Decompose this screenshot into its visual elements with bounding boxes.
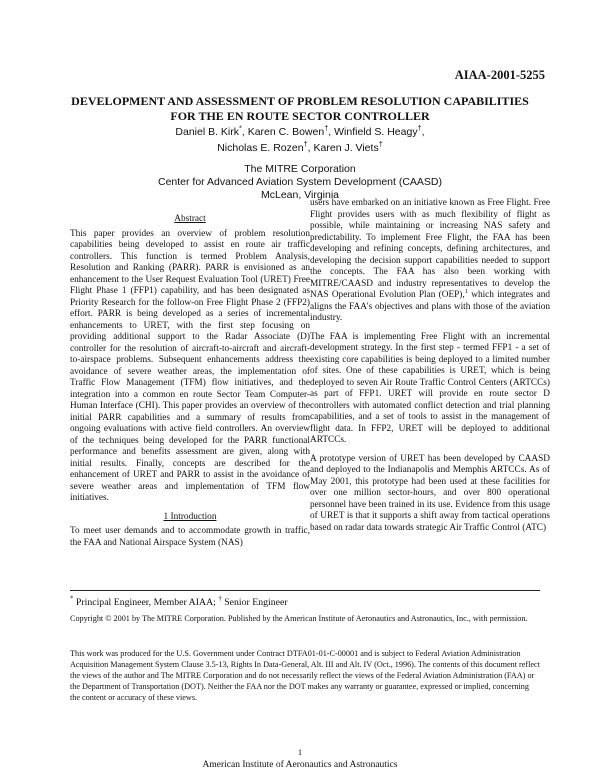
reference-mark: 1 <box>464 287 468 295</box>
abstract-text: This paper provides an overview of problem resolution capabilities being developed to assist en route air traffic controllers. This function is termed Problem Analysis, Resolution and Ranking (PARR). PARR is envisioned as an enhancement to the User Request Evaluation Tool (URET) Free Flight Phase 1 (FFP1) capability, and has been designated as Priority Research for the follow-on Free Flight Phase 2 (FFP2) effort. PARR is being developed as a series of incremental enhancements to URET, with the first step focusing on providing additional support to the Radar Associate (D) controller for the resolution of aircraft-to-aircraft and aircraft-to-airspace problems. Subsequent enhancements address the avoidance of severe weather areas, the implementation of Traffic Flow Management (TFM) flow initiatives, and the integration into a common en route Sector Team Computer-Human Interface (CHI). This paper provides an overview of the initial PARR capabilities and a summary of results from ongoing evaluations with active field controllers. An overview of the techniques being developed for the PARR functional performance and benefits assessment are given, along with initial results. Finally, concepts are described for the enhancement of URET and PARR to assist in the avoidance of severe weather areas and implementation of TFM flow initiatives. <box>70 228 310 503</box>
author-line-1: Daniel B. Kirk*, Karen C. Bowen†, Winfield S. Heagy†, <box>175 123 425 138</box>
affiliation-block <box>60 163 540 202</box>
author-line-2: Nicholas E. Rozen†, Karen J. Viets† <box>217 139 383 154</box>
author-list <box>60 124 540 156</box>
footnotes <box>70 597 288 608</box>
page-number: 1 <box>297 747 303 757</box>
footnote-text: Principal Engineer, Member AIAA; <box>75 597 216 608</box>
footnote-divider <box>70 590 540 591</box>
author-mark: † <box>324 123 329 133</box>
author-name: Winfield S. Heagy <box>334 126 418 138</box>
footer-organization: American Institute of Aeronautics and Astronautics <box>202 760 398 770</box>
author-mark: † <box>303 139 308 149</box>
body-paragraph: The FAA is implementing Free Flight with an incremental development strategy. In the first step - termed FFP1 - a set of existing core capabilities is being deployed to a limited number of sites. One of these capabilities is URET, which is being deployed to seven Air Route Traffic Control Centers (ARTCCs) as part of FFP1. URET will provide en route sector D controllers with automated conflict detection and trial planning capabilities, and a set of tools to assist in the management of flight data. In FFP2, URET will be deployed to additional ARTCCs. <box>310 331 550 445</box>
author-mark: † <box>417 123 422 133</box>
affiliation-org: The MITRE Corporation <box>244 163 356 175</box>
abstract-heading: Abstract <box>174 214 206 224</box>
introduction-heading: 1 Introduction <box>163 511 217 522</box>
author-name: Karen C. Bowen <box>247 126 325 138</box>
author-mark: * <box>239 123 242 133</box>
footnote-text: Senior Engineer <box>224 597 288 608</box>
title-line-1: DEVELOPMENT AND ASSESSMENT OF PROBLEM RESOLUTION CAPABILITIES <box>71 94 529 108</box>
report-number: AIAA-2001-5255 <box>454 68 545 82</box>
affiliation-center: Center for Advanced Aviation System Development (CAASD) <box>157 176 443 188</box>
author-mark: † <box>378 139 383 149</box>
footnote-mark: † <box>218 595 222 603</box>
left-column <box>70 214 310 556</box>
paper-title <box>60 94 540 124</box>
disclaimer-notice: This work was produced for the U.S. Government under Contract DTFA01-01-C-00001 and is subject to Federal Aviation Administration Acquisition Management System Clause 3.5-13, Rights In Data-General, Alt. III and Alt. IV (Oct., 1996). The contents of this document reflect the views of the author and The MITRE Corporation and do not necessarily reflect the views of the Federal Aviation Administration (FAA) or the Department of Transportation (DOT). Neither the FAA nor the DOT makes any warranty or guarantee, expressed or implied, concerning the content or accuracy of these views. <box>70 649 540 702</box>
body-paragraph: A prototype version of URET has been developed by CAASD and deployed to the Indianapolis and Memphis ARTCCs. As of May 2001, this prototype had been used at these facilities for over one million sector-hours, and over 800 operational personnel have been trained in its use. Evidence from this usage of URET is that it supports a shift away from tactical operations based on radar data towards strategic Air Traffic Control (ATC) <box>310 453 550 533</box>
right-column <box>310 198 550 541</box>
footnote-mark: * <box>70 595 74 603</box>
affiliation-location: McLean, Virginia <box>260 189 340 201</box>
introduction-text: To meet user demands and to accommodate growth in traffic, the FAA and National Airspace System (NAS) <box>70 526 310 548</box>
author-name: Karen J. Viets <box>313 142 379 154</box>
author-name: Nicholas E. Rozen <box>217 142 304 154</box>
title-line-2: FOR THE EN ROUTE SECTOR CONTROLLER <box>170 109 430 123</box>
copyright-notice: Copyright © 2001 by The MITRE Corporation. Published by the American Institute of Aeronautics and Astronautics, Inc., with permission. <box>70 614 528 623</box>
body-paragraph: users have embarked on an initiative known as Free Flight. Free Flight provides users with as much flexibility of flight as possible, while maintaining or increasing NAS safety and predictability. To implement Free Flight, the FAA has been developing and refining concepts, defining architectures, and developing the decision support capabilities needed to support the concepts. The FAA has also been working with MITRE/CAASD and industry representatives to develop the NAS Operational Evolution Plan (OEP),$^1$ which integrates and aligns the FAA's objectives and plans with those of the aviation industry. <box>310 198 550 323</box>
author-name: Daniel B. Kirk <box>175 126 240 138</box>
